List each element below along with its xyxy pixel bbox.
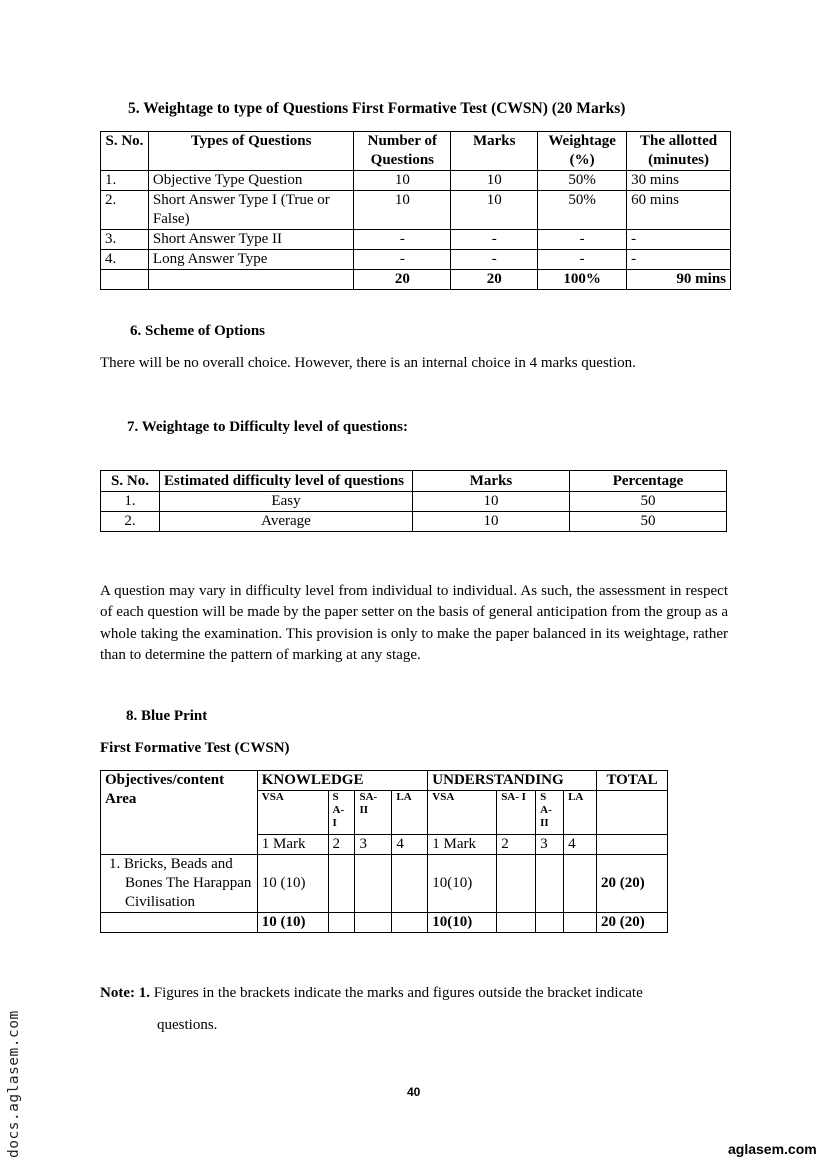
- table-total-row: [101, 913, 668, 933]
- section5-heading: 5. Weightage to type of Questions First Formative Test (CWSN) (20 Marks): [128, 100, 626, 117]
- cell: [536, 913, 564, 933]
- cell: 2.: [101, 191, 149, 230]
- cell: [101, 913, 258, 933]
- cell: 4.: [101, 250, 149, 270]
- sub-la: LA: [392, 791, 428, 835]
- sub-sa1: SA- I: [497, 791, 536, 835]
- cell: -: [538, 230, 627, 250]
- table-header-row: [101, 471, 727, 492]
- cell: 30 mins: [627, 171, 731, 191]
- note-label: Note: 1.: [100, 985, 150, 1001]
- cell: 1 Mark: [428, 835, 497, 855]
- cell: -: [451, 250, 538, 270]
- sub-sa1: S A- I: [328, 791, 355, 835]
- sub-vsa: VSA: [428, 791, 497, 835]
- cell: 20 (20): [597, 913, 668, 933]
- section6-heading: 6. Scheme of Options: [130, 323, 265, 339]
- total-marks: 20: [451, 270, 538, 290]
- total-weightage: 100%: [538, 270, 627, 290]
- total-minutes: 90 mins: [627, 270, 731, 290]
- sub-vsa: VSA: [257, 791, 328, 835]
- cell: [101, 835, 258, 855]
- cell: 2.: [101, 512, 160, 532]
- difficulty-table: [100, 470, 727, 532]
- cell: 1.: [101, 492, 160, 512]
- note-text: Figures in the brackets indicate the marks and figures outside the bracket indicate: [149, 985, 643, 1001]
- header-difficulty: Estimated difficulty level of questions: [160, 471, 413, 492]
- sub-sa2: SA- II: [355, 791, 392, 835]
- header-sno: S. No.: [101, 132, 149, 171]
- sub-sa2: S A- II: [536, 791, 564, 835]
- table-header-row: [101, 132, 731, 171]
- cell: [497, 913, 536, 933]
- header-weightage: Weightage (%): [538, 132, 627, 171]
- cell: 20 (20): [597, 855, 668, 913]
- page-number: 40: [407, 1085, 421, 1099]
- cell: [148, 270, 353, 290]
- section8-subheading: First Formative Test (CWSN): [100, 740, 290, 756]
- note: [100, 985, 643, 1002]
- section6-text: There will be no overall choice. However, there is an internal choice in 4 marks question.: [100, 355, 636, 371]
- cell: 3: [536, 835, 564, 855]
- header-total: TOTAL: [597, 771, 668, 791]
- difficulty-paragraph: A question may vary in difficulty level from individual to individual. As such, the assessment in respect of each question will be made by the paper setter on the basis of general anticipation from the group as a whole taking the examination. This provision is only to make the paper balanced in its weightage, rather than to determine the pattern of marking at any stage.: [100, 583, 728, 663]
- cell: Short Answer Type II: [148, 230, 353, 250]
- cell: 60 mins: [627, 191, 731, 230]
- cell: [101, 270, 149, 290]
- header-knowledge: KNOWLEDGE: [257, 771, 428, 791]
- total-number: 20: [354, 270, 451, 290]
- content-label: [101, 855, 258, 913]
- cell: -: [627, 230, 731, 250]
- content-label-text: 1. Bricks, Beads and Bones The Harappan Civilisation: [109, 856, 252, 910]
- cell: [597, 791, 668, 835]
- cell: 1 Mark: [257, 835, 328, 855]
- blue-print-table: [100, 770, 668, 933]
- cell: [328, 913, 355, 933]
- cell: 3: [355, 835, 392, 855]
- header-marks: Marks: [451, 132, 538, 171]
- table-row: [101, 250, 731, 270]
- cell: [597, 835, 668, 855]
- table-row: [101, 512, 727, 532]
- note-continuation: questions.: [157, 1017, 218, 1033]
- cell: [536, 855, 564, 913]
- cell: 50%: [538, 191, 627, 230]
- brand-logo: aglasem.com: [728, 1141, 817, 1157]
- cell: 3.: [101, 230, 149, 250]
- cell: 10: [413, 492, 570, 512]
- cell: [564, 855, 597, 913]
- table-total-row: [101, 270, 731, 290]
- cell: -: [354, 250, 451, 270]
- cell: 10 (10): [257, 913, 328, 933]
- cell: 50: [570, 512, 727, 532]
- sub-la: LA: [564, 791, 597, 835]
- table-row: [101, 191, 731, 230]
- section7-heading: 7. Weightage to Difficulty level of questions:: [127, 419, 408, 435]
- cell: 10: [413, 512, 570, 532]
- header-sno: S. No.: [101, 471, 160, 492]
- cell: Average: [160, 512, 413, 532]
- cell: 10: [451, 191, 538, 230]
- cell: [497, 855, 536, 913]
- cell: 50: [570, 492, 727, 512]
- cell: [392, 913, 428, 933]
- table-row: [101, 492, 727, 512]
- cell: 10(10): [428, 855, 497, 913]
- header-marks: Marks: [413, 471, 570, 492]
- table-row: [101, 230, 731, 250]
- cell: [355, 855, 392, 913]
- cell: 10: [354, 191, 451, 230]
- cell: 10(10): [428, 913, 497, 933]
- cell: Objective Type Question: [148, 171, 353, 191]
- cell: -: [627, 250, 731, 270]
- cell: [564, 913, 597, 933]
- cell: -: [451, 230, 538, 250]
- header-minutes: The allotted (minutes): [627, 132, 731, 171]
- table-row: [101, 855, 668, 913]
- table-row: [101, 171, 731, 191]
- cell: 4: [564, 835, 597, 855]
- cell: [328, 855, 355, 913]
- cell: -: [354, 230, 451, 250]
- watermark: docs.aglasem.com: [6, 1010, 22, 1158]
- cell: Easy: [160, 492, 413, 512]
- cell: 10 (10): [257, 855, 328, 913]
- question-type-table: [100, 131, 731, 290]
- table-header-row: [101, 771, 668, 791]
- cell: 1.: [101, 171, 149, 191]
- header-objectives: Objectives/content Area: [101, 771, 258, 835]
- header-percentage: Percentage: [570, 471, 727, 492]
- cell: 10: [354, 171, 451, 191]
- cell: Short Answer Type I (True or False): [148, 191, 353, 230]
- cell: 4: [392, 835, 428, 855]
- cell: [355, 913, 392, 933]
- header-understanding: UNDERSTANDING: [428, 771, 597, 791]
- table-marks-row: [101, 835, 668, 855]
- header-number: Number of Questions: [354, 132, 451, 171]
- cell: 2: [497, 835, 536, 855]
- section8-heading: 8. Blue Print: [126, 708, 208, 724]
- cell: -: [538, 250, 627, 270]
- header-types: Types of Questions: [148, 132, 353, 171]
- cell: 10: [451, 171, 538, 191]
- cell: Long Answer Type: [148, 250, 353, 270]
- cell: [392, 855, 428, 913]
- cell: 2: [328, 835, 355, 855]
- cell: 50%: [538, 171, 627, 191]
